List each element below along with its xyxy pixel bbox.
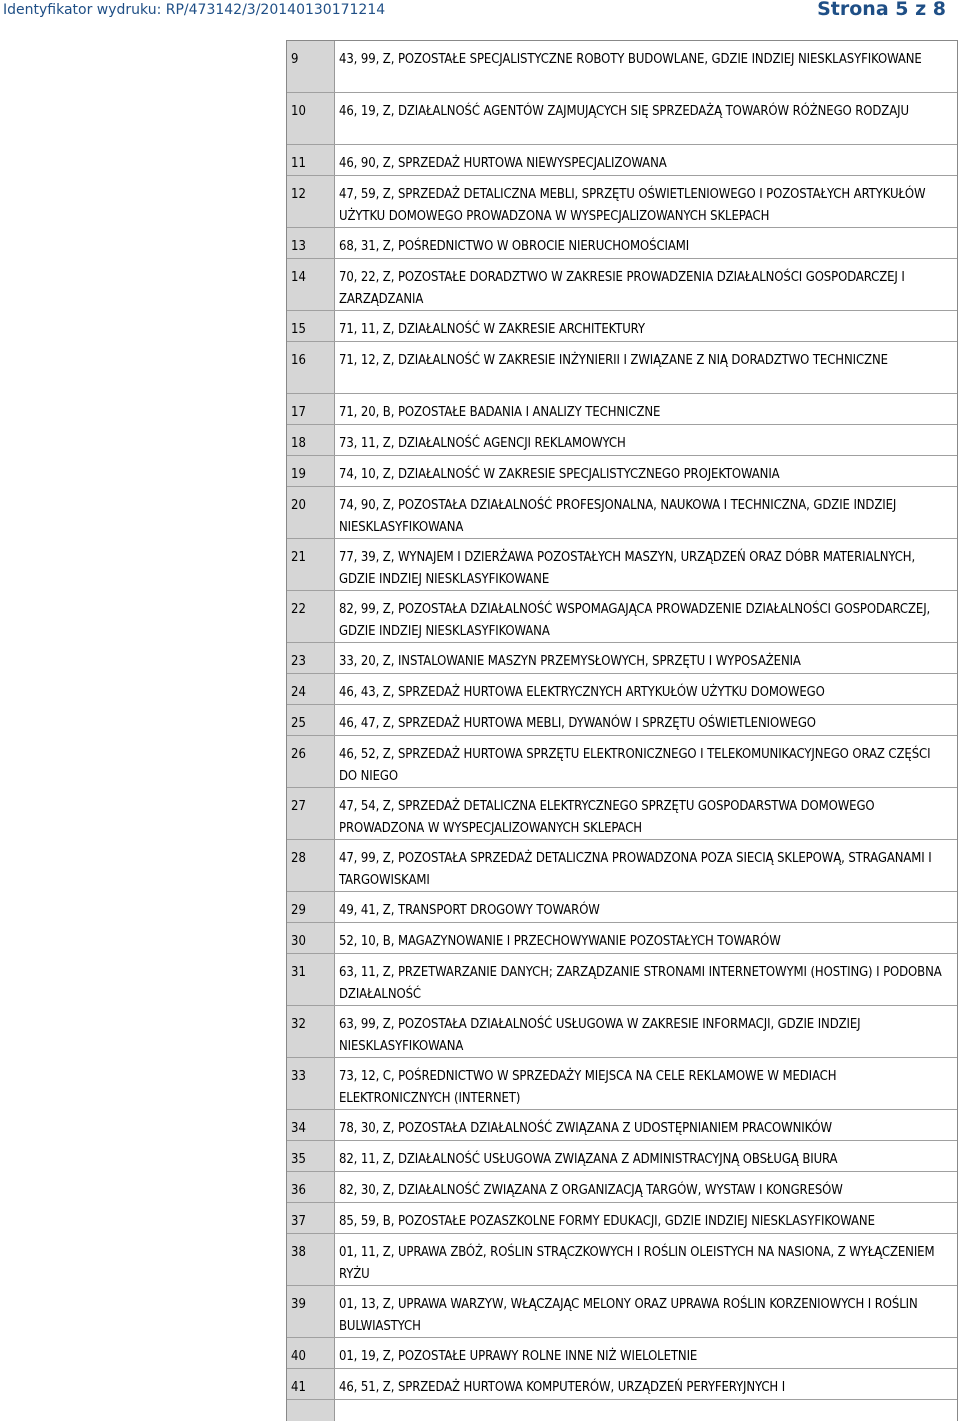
row-separator bbox=[287, 486, 957, 487]
row-number: 24 bbox=[291, 685, 306, 700]
row-number: 25 bbox=[291, 716, 306, 731]
row-separator bbox=[287, 393, 957, 394]
row-number: 32 bbox=[291, 1017, 306, 1032]
row-number: 13 bbox=[291, 239, 306, 254]
table-row bbox=[287, 402, 957, 425]
activity-description: 73, 11, Z, DZIAŁALNOŚĆ AGENCJI REKLAMOWYCH bbox=[339, 436, 626, 451]
row-number: 20 bbox=[291, 498, 306, 513]
row-number: 14 bbox=[291, 270, 306, 285]
row-number: 16 bbox=[291, 353, 306, 368]
activity-description: 74, 10, Z, DZIAŁALNOŚĆ W ZAKRESIE SPECJALISTYCZNEGO PROJEKTOWANIA bbox=[339, 467, 780, 482]
table-row bbox=[287, 1346, 957, 1369]
table-row bbox=[287, 599, 957, 643]
activity-description: 46, 47, Z, SPRZEDAŻ HURTOWA MEBLI, DYWANÓW I SPRZĘTU OŚWIETLENIOWEGO bbox=[339, 716, 816, 731]
table-row bbox=[287, 464, 957, 487]
activity-description: 78, 30, Z, POZOSTAŁA DZIAŁALNOŚĆ ZWIĄZANA Z UDOSTĘPNIANIEM PRACOWNIKÓW bbox=[339, 1121, 833, 1136]
activity-description: 71, 11, Z, DZIAŁALNOŚĆ W ZAKRESIE ARCHITEKTURY bbox=[339, 322, 645, 337]
row-number: 10 bbox=[291, 104, 306, 119]
activity-description: 49, 41, Z, TRANSPORT DROGOWY TOWARÓW bbox=[339, 903, 600, 918]
row-separator bbox=[287, 590, 957, 591]
activity-description: 73, 12, C, POŚREDNICTWO W SPRZEDAŻY MIEJSCA NA CELE REKLAMOWE W MEDIACH ELEKTRONICZNYCH (INTERNET) bbox=[339, 1069, 837, 1106]
activity-description: 33, 20, Z, INSTALOWANIE MASZYN PRZEMYSŁOWYCH, SPRZĘTU I WYPOSAŻENIA bbox=[339, 654, 801, 669]
activity-description: 52, 10, B, MAGAZYNOWANIE I PRZECHOWYWANIE POZOSTAŁYCH TOWARÓW bbox=[339, 934, 781, 949]
row-separator bbox=[287, 175, 957, 176]
activity-description: 46, 52, Z, SPRZEDAŻ HURTOWA SPRZĘTU ELEKTRONICZNEGO I TELEKOMUNIKACYJNEGO ORAZ CZĘŚCI DO NIEGO bbox=[339, 747, 931, 784]
row-number: 26 bbox=[291, 747, 306, 762]
row-separator bbox=[287, 891, 957, 892]
table-row bbox=[287, 1149, 957, 1172]
row-number: 11 bbox=[291, 156, 306, 171]
table-row bbox=[287, 848, 957, 892]
table-row bbox=[287, 1242, 957, 1286]
table-row bbox=[287, 153, 957, 176]
activity-description: 82, 99, Z, POZOSTAŁA DZIAŁALNOŚĆ WSPOMAGAJĄCA PROWADZENIE DZIAŁALNOŚCI GOSPODARCZEJ, GDZIE INDZIEJ NIESKLASYFIKOWANA bbox=[339, 602, 931, 639]
row-number: 33 bbox=[291, 1069, 306, 1084]
row-separator bbox=[287, 787, 957, 788]
row-number: 34 bbox=[291, 1121, 306, 1136]
activity-description: 46, 43, Z, SPRZEDAŻ HURTOWA ELEKTRYCZNYCH ARTYKUŁÓW UŻYTKU DOMOWEGO bbox=[339, 685, 825, 700]
activity-description: 63, 11, Z, PRZETWARZANIE DANYCH; ZARZĄDZANIE STRONAMI INTERNETOWYMI (HOSTING) I PODOBNA DZIAŁALNOŚĆ bbox=[339, 965, 942, 1002]
activity-description: 01, 13, Z, UPRAWA WARZYW, WŁĄCZAJĄC MELONY ORAZ UPRAWA ROŚLIN KORZENIOWYCH I ROŚLIN BULWIASTYCH bbox=[339, 1297, 918, 1334]
row-number: 15 bbox=[291, 322, 306, 337]
row-separator bbox=[287, 455, 957, 456]
table-row bbox=[287, 1377, 957, 1400]
activity-description: 46, 19, Z, DZIAŁALNOŚĆ AGENTÓW ZAJMUJĄCYCH SIĘ SPRZEDAŻĄ TOWARÓW RÓŻNEGO RODZAJU bbox=[339, 104, 909, 119]
row-separator bbox=[287, 1140, 957, 1141]
row-separator bbox=[287, 1285, 957, 1286]
row-separator bbox=[287, 642, 957, 643]
row-separator bbox=[287, 1233, 957, 1234]
row-number: 41 bbox=[291, 1380, 306, 1395]
row-separator bbox=[287, 538, 957, 539]
row-number: 23 bbox=[291, 654, 306, 669]
table-row bbox=[287, 1211, 957, 1234]
table-row bbox=[287, 931, 957, 954]
row-separator bbox=[287, 144, 957, 145]
activity-description: 68, 31, Z, POŚREDNICTWO W OBROCIE NIERUCHOMOŚCIAMI bbox=[339, 239, 690, 254]
table-row bbox=[287, 319, 957, 342]
table-row bbox=[287, 101, 957, 145]
row-separator bbox=[287, 922, 957, 923]
row-separator bbox=[287, 310, 957, 311]
row-separator bbox=[287, 1171, 957, 1172]
row-number: 27 bbox=[291, 799, 306, 814]
activity-description: 47, 59, Z, SPRZEDAŻ DETALICZNA MEBLI, SPRZĘTU OŚWIETLENIOWEGO I POZOSTAŁYCH ARTYKUŁÓW UŻYTKU DOMOWEGO PROWADZONA W WYSPECJALIZOWANYCH SKLEPACH bbox=[339, 187, 926, 224]
page-header bbox=[0, 0, 960, 24]
table-row bbox=[287, 267, 957, 311]
activity-description: 74, 90, Z, POZOSTAŁA DZIAŁALNOŚĆ PROFESJONALNA, NAUKOWA I TECHNICZNA, GDZIE INDZIEJ NIESKLASYFIKOWANA bbox=[339, 498, 897, 535]
activity-description: 47, 99, Z, POZOSTAŁA SPRZEDAŻ DETALICZNA PROWADZONA POZA SIECIĄ SKLEPOWĄ, STRAGANAMI I TARGOWISKAMI bbox=[339, 851, 932, 888]
pkd-activity-table bbox=[286, 40, 958, 1421]
table-row bbox=[287, 713, 957, 736]
activity-description: 46, 90, Z, SPRZEDAŻ HURTOWA NIEWYSPECJALIZOWANA bbox=[339, 156, 667, 171]
row-separator bbox=[287, 258, 957, 259]
activity-description: 85, 59, B, POZOSTAŁE POZASZKOLNE FORMY EDUKACJI, GDZIE INDZIEJ NIESKLASYFIKOWANE bbox=[339, 1214, 875, 1229]
table-row bbox=[287, 547, 957, 591]
row-number: 19 bbox=[291, 467, 306, 482]
activity-description: 77, 39, Z, WYNAJEM I DZIERŻAWA POZOSTAŁYCH MASZYN, URZĄDZEŃ ORAZ DÓBR MATERIALNYCH, GDZIE INDZIEJ NIESKLASYFIKOWANE bbox=[339, 550, 916, 587]
row-number: 12 bbox=[291, 187, 306, 202]
table-row bbox=[287, 1118, 957, 1141]
row-separator bbox=[287, 704, 957, 705]
table-row bbox=[287, 744, 957, 788]
table-row bbox=[287, 49, 957, 93]
activity-description: 70, 22, Z, POZOSTAŁE DORADZTWO W ZAKRESIE PROWADZENIA DZIAŁALNOŚCI GOSPODARCZEJ I ZARZĄDZANIA bbox=[339, 270, 905, 307]
activity-description: 71, 12, Z, DZIAŁALNOŚĆ W ZAKRESIE INŻYNIERII I ZWIĄZANE Z NIĄ DORADZTWO TECHNICZNE bbox=[339, 353, 888, 368]
row-separator bbox=[287, 1337, 957, 1338]
row-separator bbox=[287, 1005, 957, 1006]
row-number: 38 bbox=[291, 1245, 306, 1260]
activity-description: 46, 51, Z, SPRZEDAŻ HURTOWA KOMPUTERÓW, URZĄDZEŃ PERYFERYJNYCH I bbox=[339, 1380, 786, 1395]
row-separator bbox=[287, 1057, 957, 1058]
row-separator bbox=[287, 92, 957, 93]
table-row bbox=[287, 1180, 957, 1203]
row-separator bbox=[287, 1202, 957, 1203]
row-separator bbox=[287, 953, 957, 954]
table-row bbox=[287, 1294, 957, 1338]
row-separator bbox=[287, 341, 957, 342]
row-separator bbox=[287, 227, 957, 228]
table-row bbox=[287, 682, 957, 705]
row-number: 40 bbox=[291, 1349, 306, 1364]
row-number: 28 bbox=[291, 851, 306, 866]
page-number: Strona 5 z 8 bbox=[817, 0, 946, 20]
row-number: 35 bbox=[291, 1152, 306, 1167]
table-row bbox=[287, 1014, 957, 1058]
row-separator bbox=[287, 673, 957, 674]
row-number: 21 bbox=[291, 550, 306, 565]
table-row bbox=[287, 1066, 957, 1110]
row-number: 29 bbox=[291, 903, 306, 918]
table-row bbox=[287, 350, 957, 394]
row-number: 22 bbox=[291, 602, 306, 617]
row-number: 30 bbox=[291, 934, 306, 949]
table-row bbox=[287, 900, 957, 923]
activity-description: 47, 54, Z, SPRZEDAŻ DETALICZNA ELEKTRYCZNEGO SPRZĘTU GOSPODARSTWA DOMOWEGO PROWADZONA W WYSPECJALIZOWANYCH SKLEPACH bbox=[339, 799, 875, 836]
row-separator bbox=[287, 1109, 957, 1110]
row-separator bbox=[287, 1368, 957, 1369]
row-separator bbox=[287, 839, 957, 840]
row-number: 31 bbox=[291, 965, 306, 980]
activity-description: 43, 99, Z, POZOSTAŁE SPECJALISTYCZNE ROBOTY BUDOWLANE, GDZIE INDZIEJ NIESKLASYFIKOWANE bbox=[339, 52, 922, 67]
activity-description: 63, 99, Z, POZOSTAŁA DZIAŁALNOŚĆ USŁUGOWA W ZAKRESIE INFORMACJI, GDZIE INDZIEJ NIESKLASYFIKOWANA bbox=[339, 1017, 861, 1054]
table-row bbox=[287, 184, 957, 228]
table-row bbox=[287, 796, 957, 840]
activity-description: 71, 20, B, POZOSTAŁE BADANIA I ANALIZY TECHNICZNE bbox=[339, 405, 661, 420]
activity-description: 82, 11, Z, DZIAŁALNOŚĆ USŁUGOWA ZWIĄZANA Z ADMINISTRACYJNĄ OBSŁUGĄ BIURA bbox=[339, 1152, 838, 1167]
row-separator bbox=[287, 1399, 957, 1400]
row-number: 17 bbox=[291, 405, 306, 420]
row-number: 39 bbox=[291, 1297, 306, 1312]
table-row bbox=[287, 962, 957, 1006]
row-number: 18 bbox=[291, 436, 306, 451]
row-number: 36 bbox=[291, 1183, 306, 1198]
row-number: 9 bbox=[291, 52, 299, 67]
activity-description: 82, 30, Z, DZIAŁALNOŚĆ ZWIĄZANA Z ORGANIZACJĄ TARGÓW, WYSTAW I KONGRESÓW bbox=[339, 1183, 843, 1198]
table-row bbox=[287, 651, 957, 674]
row-number: 37 bbox=[291, 1214, 306, 1229]
table-row bbox=[287, 236, 957, 259]
activity-description: 01, 11, Z, UPRAWA ZBÓŻ, ROŚLIN STRĄCZKOWYCH I ROŚLIN OLEISTYCH NA NASIONA, Z WYŁĄCZENIEM RYŻU bbox=[339, 1245, 935, 1282]
activity-description: 01, 19, Z, POZOSTAŁE UPRAWY ROLNE INNE NIŻ WIELOLETNIE bbox=[339, 1349, 698, 1364]
row-separator bbox=[287, 424, 957, 425]
row-separator bbox=[287, 735, 957, 736]
print-identifier: Identyfikator wydruku: RP/473142/3/20140130171214 bbox=[3, 2, 386, 18]
table-row bbox=[287, 495, 957, 539]
table-row bbox=[287, 433, 957, 456]
